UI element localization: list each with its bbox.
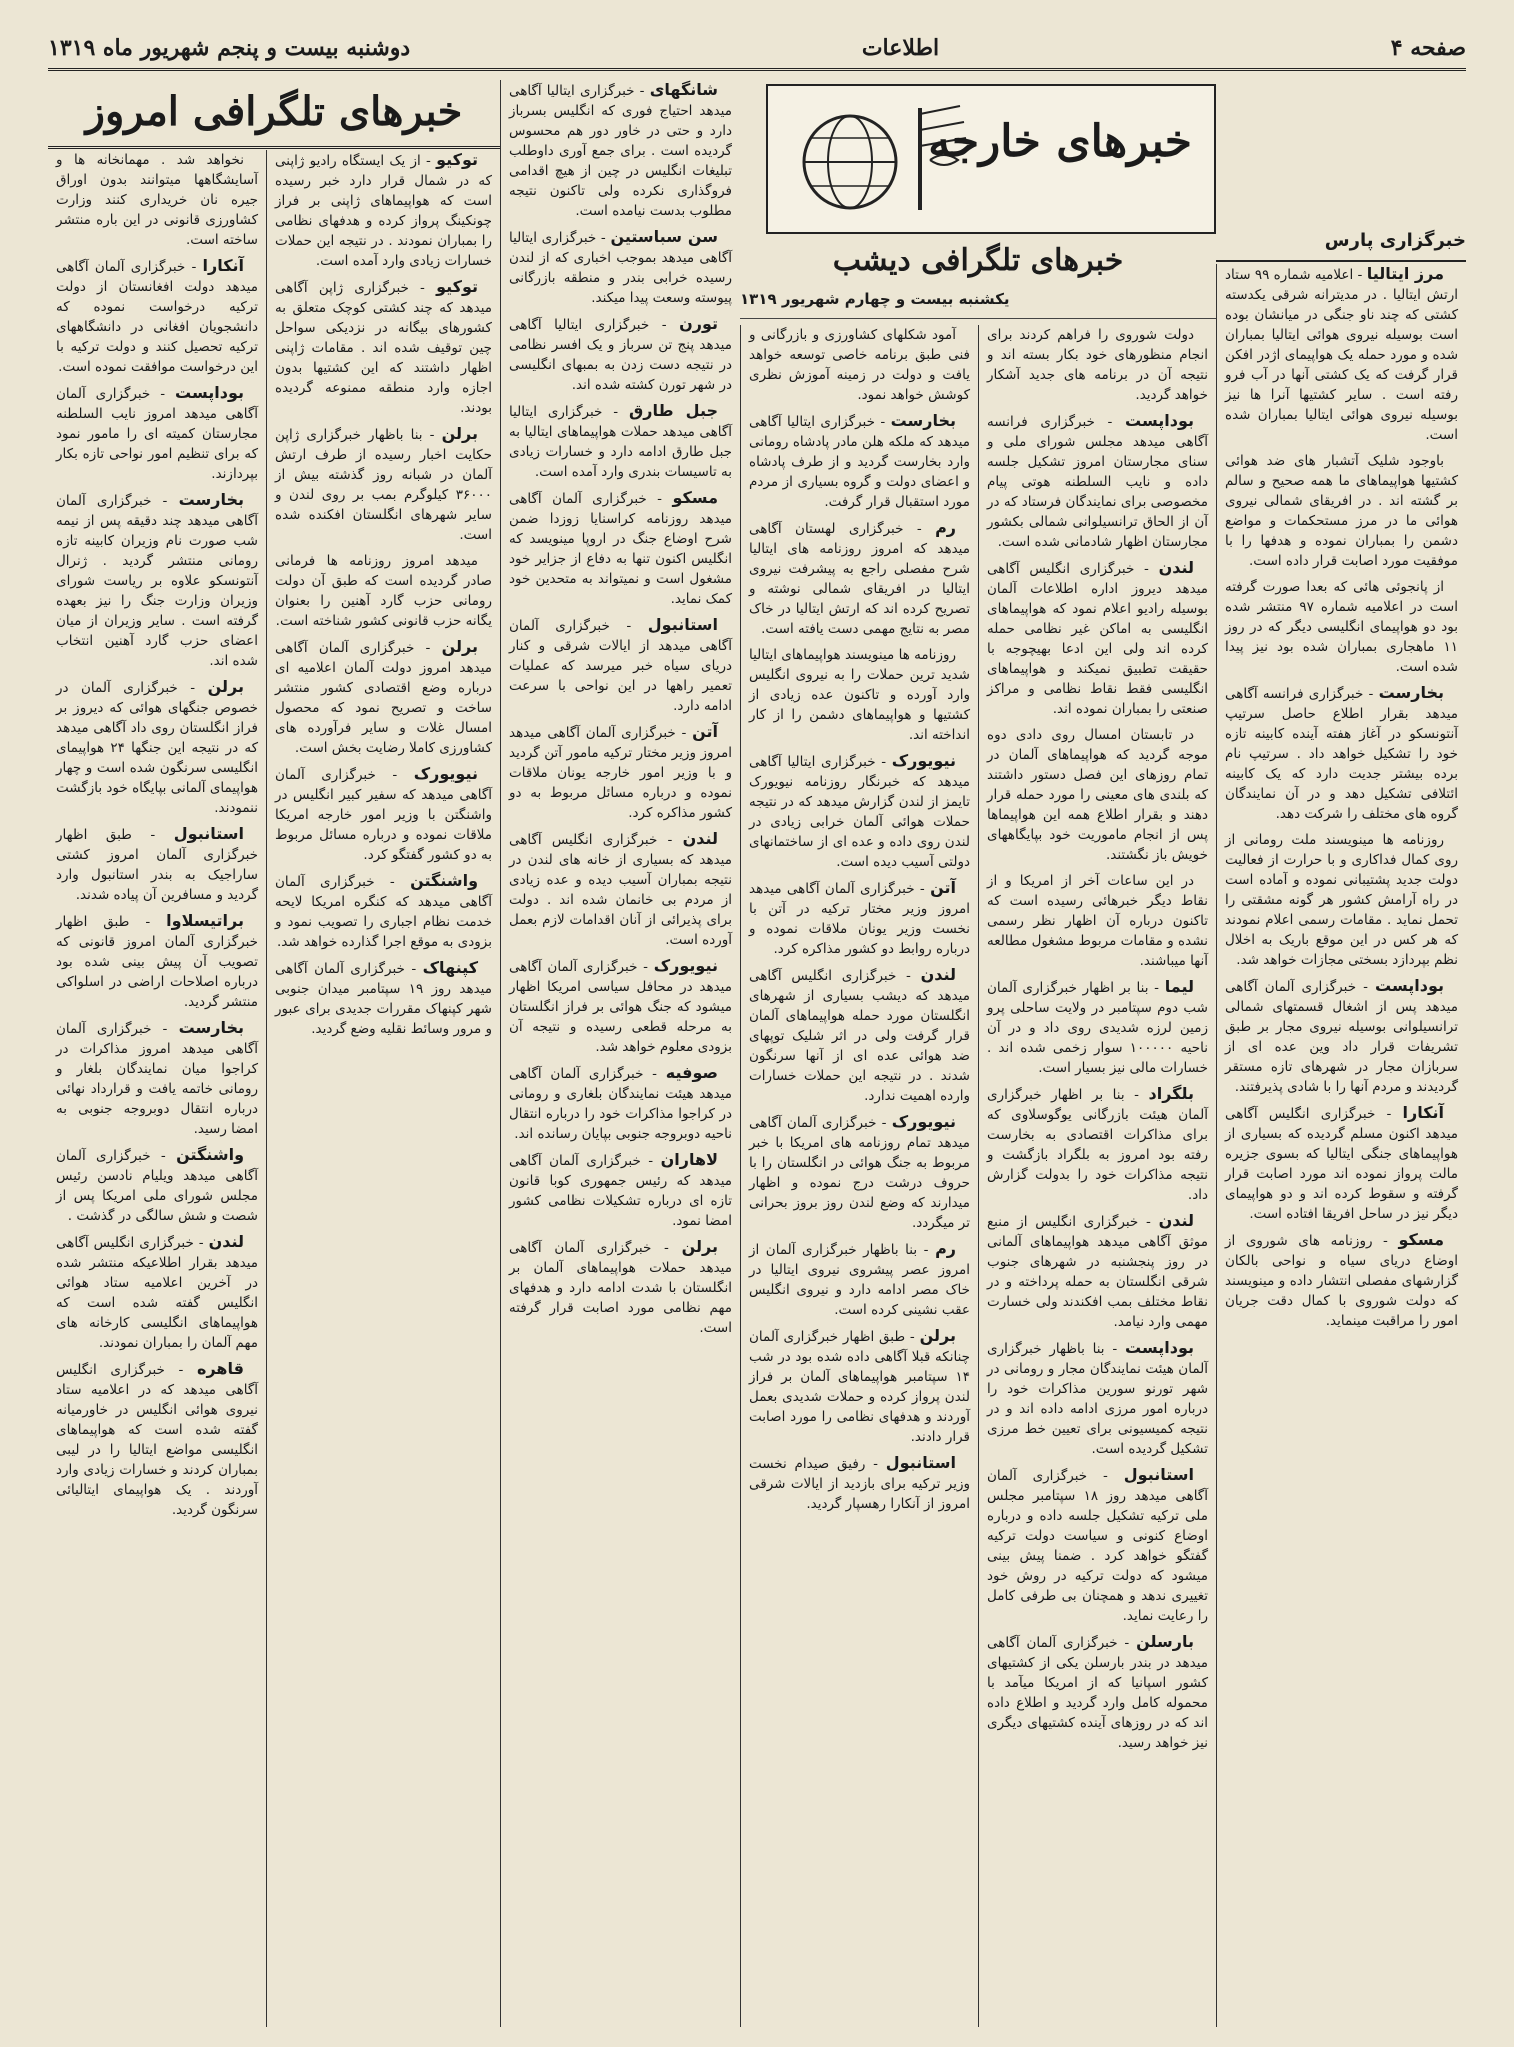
dateline-city: واشنگتن (176, 1145, 245, 1164)
news-text: - خبرگزاری آلمان آگاهی میدهد هیئت نمایندگان بلغاری و رومانی در کراجوا مذاکرات خود را درباره انتقال ناحیه دوبروجه جنوبی بپایان رسانده اند. (509, 1066, 732, 1142)
news-text: روزنامه ها مینویسند ملت رومانی از روی کمال فداکاری و با حرارت از فعالیت دولت جدید پشتیبانی نموده و آماده است در راه آرامش کشور هر گونه مشقتی را تحمل نماید . مقامات رسمی اعلام نمودند که هر کس در این موقع باریک به اخلال نظم بپردازد بسختی مجازات خواهد شد. (1225, 832, 1458, 968)
news-item (987, 977, 1208, 1078)
news-text: - خبرگزاری آلمان آگاهی میدهد که سفیر کبیر انگلیس در واشنگتن با وزیر امور خارجه امریکا ملاقات نموده و درباره مسائل مربوط به دو کشور گفتگو کرد. (275, 767, 492, 863)
dateline-city: نیویورک (653, 956, 718, 975)
dateline-city: نیویورک (891, 1112, 956, 1131)
news-text: - خبرگزاری ایتالیا آگاهی میدهد که خبرنگار روزنامه نیویورک تایمز از لندن گزارش میدهد که در نتیجه حملات هوائی آلمان خرابی زیادی در لندن روی داده و عده ای از ساختمانهای دولتی آسیب دیده است. (749, 754, 970, 870)
news-item (275, 958, 492, 1039)
news-item (749, 1239, 970, 1320)
news-item (509, 80, 732, 221)
news-text: - بنا بر اظهار خبرگزاری آلمان شب دوم سپتامبر در ولایت ساحلی پرو زمین لرزه شدیدی روی داد و در آن ناحیه ۱۰۰۰۰۰ سوار زخمی شده اند . خسارات مالی نیز بسیار است. (987, 980, 1208, 1076)
news-text: - خبرگزاری ایتالیا آگاهی میدهد حملات هواپیماهای ایتالیا به جبل طارق ادامه دارد و خسارات زیادی به تاسیسات بندری وارد آمده است. (509, 404, 732, 480)
news-text: - خبرگزاری آلمان آگاهی میدهد چند دقیقه پس از نیمه شب صورت نام وزیران کابینه تازه رومانی منتشر گردید . ژنرال آنتونسکو علاوه بر ریاست شورای وزیران وزارت جنگ را نیز بعهده گرفته است . سایر وزیران از میان اعضای حزب گارد آهنین انتخاب شده اند. (56, 493, 258, 669)
column-5 (266, 150, 500, 2027)
dateline-city: بارسلن (1136, 1632, 1194, 1651)
news-item (56, 824, 258, 905)
news-item (987, 1084, 1208, 1205)
news-text: - خبرگزاری انگلیس آگاهی میدهد اکنون مسلم گردیده که بسیاری از هواپیماهای جنگی ایتالیا که بسوی جزیره مالت پرواز نموده اند مورد اصابت قرار گرفته و سقوط کرده اند و دو هواپیمای دیگر نیز در ساحل افریقا افتاده است. (1225, 1106, 1458, 1222)
dateline-city: مرز ایتالیا (1366, 264, 1444, 283)
dateline-city: استانبول (1123, 1465, 1194, 1484)
news-item (56, 911, 258, 1012)
dateline-city: توکیو (436, 150, 478, 169)
news-text: - خبرگزاری آلمان آگاهی میدهد تمام روزنامه های امریکا با خبر مربوط به جنگ هوائی در انگلستان را با حروف درشت درج نموده و اظهار میدارند که وضع لندن روز بروز بحرانی تر میگردد. (749, 1115, 970, 1231)
news-item (56, 677, 258, 818)
dateline-city: لیما (1164, 977, 1195, 996)
news-item (275, 424, 492, 545)
news-text: - خبرگزاری انگلیس آگاهی میدهد که در اعلامیه ستاد نیروی هوائی انگلیس در خاورمیانه گفته شده است که هواپیماهای انگلیسی مواضع ایتالیا را در لیبی بمباران کردند و خسارات زیادی وارد آوردند . یک هواپیمای ایتالیائی سرنگون گردید. (56, 1362, 258, 1518)
news-item (509, 1150, 732, 1231)
news-text: - خبرگزاری آلمان آگاهی میدهد ویلیام نادسن رئیس مجلس شورای ملی امریکا پس از شصت و شش سالگی در گذشت . (56, 1148, 258, 1224)
news-item (749, 518, 970, 639)
dateline-city: استانبول (885, 1453, 956, 1472)
news-text: روزنامه ها مینویسند هواپیماهای ایتالیا شدید ترین حملات را به نیروی انگلیس وارد آورده و تاکنون عده زیادی از کشتیها و هواپیماهای دشمن را از کار انداخته اند. (749, 647, 970, 743)
dateline-city: مسکو (1398, 1230, 1444, 1249)
news-item (275, 277, 492, 418)
news-text: - بنا باظهار خبرگزاری ژاپن حکایت اخبار رسیده از طرف ارتش آلمان در شبانه روز گذشته بیش از ۳۶۰۰۰ کیلوگرم بمب بر روی لندن و سایر شهرهای انگلستان افکنده شده است. (275, 427, 492, 543)
news-item (987, 1338, 1208, 1459)
news-item (56, 150, 258, 250)
news-item (56, 383, 258, 484)
news-text: - خبرگزاری فرانسه آگاهی میدهد مجلس شورای ملی و سنای مجارستان امروز تشکیل جلسه داده و نایب السلطنه هوتی پیام مخصوصی برای نمایندگان فرستاد که در آن از الحاق ترانسیلوانی شمالی بکشور مجارستان اظهار شادمانی شده است. (987, 414, 1208, 550)
dateline-city: براتیسلاوا (166, 911, 244, 930)
news-text: از پانجوئی هائی که بعدا صورت گرفته است در اعلامیه شماره ۹۷ منتشر شده بود دو هواپیمای انگلیسی دیگر که در روز ۱۱ ماهجاری بمباران شده بود نیز پیدا شده است. (1225, 579, 1458, 675)
news-item (275, 871, 492, 952)
dateline-city: واشنگتن (410, 871, 479, 890)
news-text: - خبرگزاری آلمان آگاهی میدهد در بندر بارسلن یکی از کشتیهای کشور اسپانیا که از امریکا میآمد با محموله کامل وارد گردید و اطلاع داده اند که در روزهای آینده کشتیهای دیگری نیز خواهد رسید. (987, 1635, 1208, 1751)
news-text: - خبرگزاری لهستان آگاهی میدهد که امروز روزنامه های ایتالیا شرح مفصلی راجع به پیشرفت نیروی ایتالیا در افریقای شمالی نوشته و تصریح کرده اند که ارتش ایتالیا در خاک مصر به نتایج مهمی دست یافته است. (749, 521, 970, 637)
news-text: - خبرگزاری انگلیس آگاهی میدهد بقرار اطلاعیکه منتشر شده در آخرین اعلامیه ستاد هوائی انگلیس گفته شده است که هواپیماهای انگلیسی کارخانه های مهم آلمان را بمباران نمودند. (56, 1235, 258, 1351)
news-text: نخواهد شد . مهمانخانه ها و آسایشگاهها میتوانند بدون اوراق جیره نان خریداری کنند وزارت کشاورزی قانونی در این باره منتشر ساخته است. (56, 152, 258, 248)
dateline-mid: یکشنبه بیست و چهارم شهریور ۱۳۱۹ (740, 290, 1216, 319)
dateline-city: برلن (441, 424, 478, 443)
dateline-city: توکیو (436, 277, 478, 296)
news-item (1225, 830, 1458, 970)
news-item (56, 1145, 258, 1226)
agency-head: خبرگزاری پارس (1216, 230, 1466, 262)
news-item (56, 490, 258, 671)
dateline-city: بوداپست (175, 383, 245, 402)
news-text: باوجود شلیک آتشبار های ضد هوائی کشتیها هواپیماهای ما همه صحیح و سالم بر گشته اند . در افریقای شمالی نیروی هوائی ما در مرز مستحکمات و مواضع دشمن را بمباران نموده و هدفها را با موفقیت مورد اصابت قرار داده است. (1225, 453, 1458, 569)
dateline-city: لندن (208, 1232, 244, 1251)
dateline-city: صوفیه (665, 1063, 718, 1082)
dateline-city: جبل طارق (628, 401, 718, 420)
news-item (509, 401, 732, 482)
news-item (509, 829, 732, 950)
news-item (56, 1018, 258, 1139)
news-item (509, 722, 732, 823)
news-item (1225, 1103, 1458, 1224)
news-text: - خبرگزاری فرانسه آگاهی میدهد بقرار اطلاع حاصل سرتیپ آنتونسکو در آغاز هفته آینده کابینه تازه خود را تشکیل خواهد داد . سرتیپ نام برده بیشتر جدیت دارد که یک کابینه ائتلافی تشکیل دهد و در آن نمایندگان گروه های مختلف را شرکت دهد. (1225, 686, 1458, 822)
dateline-city: برلن (441, 637, 478, 656)
page-label: صفحه ۴ (1390, 35, 1466, 61)
news-item (987, 1632, 1208, 1753)
news-item (749, 411, 970, 512)
dateline-city: بلگراد (1148, 1084, 1194, 1103)
news-text: - از یک ایستگاه رادیو ژاپنی که در شمال قرار دارد خبر رسیده است که هواپیماهای ژاپنی بر فراز چونکینگ پرواز کرده و هدفهای نظامی را بمباران نمودند . در نتیجه این حملات خسارات زیادی وارد آمده است. (275, 153, 492, 269)
news-item (509, 615, 732, 716)
news-item (749, 645, 970, 745)
dateline-city: بوداپست (1125, 411, 1194, 430)
news-text: - رفیق صیدام نخست وزیر ترکیه برای بازدید از ایالات شرقی امروز از آنکارا رهسپار گردید. (749, 1456, 970, 1512)
news-text: - خبرگزاری آلمان در خصوص جنگهای هوائی که دیروز بر فراز انگلستان روی داد آگاهی میدهد که در نتیجه این جنگها ۲۴ هواپیمای انگلیسی سرنگون شده است و چهار هواپیمای آلمانی بپایگاه خود بازگشت ننمودند. (56, 680, 258, 816)
dateline-city: برلن (207, 677, 244, 696)
dateline-city: لاهاران (660, 1150, 718, 1169)
news-text: - خبرگزاری ایتالیا آگاهی میدهد احتیاج فوری که انگلیس بسرباز دارد و حتی در خاور دور هم محسوس گردیده است . برای جمع آوری داوطلب تبلیغات انگلیس در چین از هیچ اقدامی فروگذاری نکرده ولی تاکنون نتیجه مطلوب بدست نیامده است. (509, 83, 732, 219)
news-item (56, 1359, 258, 1520)
news-text: - خبرگزاری آلمان آگاهی میدهد که کنگره امریکا لایحه خدمت نظام اجباری را تصویب نمود و بزودی به موقع اجرا گذارده خواهد شد. (275, 874, 492, 950)
news-text: - خبرگزاری ایتالیا آگاهی میدهد بموجب اخباری که از لندن رسیده خرابی بندر و منطقه بازرگانی پیوسته وسعت پیدا میکند. (509, 230, 732, 306)
news-item (749, 1112, 970, 1233)
news-text: - خبرگزاری انگلیس آگاهی میدهد دیروز اداره اطلاعات آلمان بوسیله رادیو اعلام نمود که هواپیماهای انگلیسی به اماکن غیر نظامی حمله کرده اند ولی این ادعا بهیچوجه با حقیقت تطبیق نمیکند و هواپیماهای انگلیسی فقط نقاط نظامی و مراکز صنعتی را بمباران نموده اند. (987, 561, 1208, 717)
news-item (1225, 451, 1458, 571)
news-item (509, 488, 732, 609)
dateline-city: شانگهای (649, 80, 719, 99)
news-text: در تابستان امسال روی دادی دوه موجه گردید که هواپیماهای آلمان در تمام روزهای این فصل دستور داشتند که بلندی های معینی را مورد حمله قرار دهند و بقرار اطلاع همه این هواپیماها پس از انجام ماموریت خود بپایگاههای خویش باز نگشتند. (987, 727, 1208, 863)
column-2 (978, 325, 1216, 2027)
dateline-city: نیویورک (891, 751, 956, 770)
news-item (987, 1465, 1208, 1626)
dateline-city: آنکارا (202, 256, 244, 275)
dateline-city: سن سباستین (610, 227, 718, 246)
news-item (987, 558, 1208, 719)
column-4 (500, 80, 740, 2027)
paper-name: اطلاعات (861, 35, 940, 61)
dateline-city: قاهره (197, 1359, 244, 1378)
dateline-city: رم (935, 1239, 956, 1258)
news-item (749, 1326, 970, 1447)
news-item (1225, 976, 1458, 1097)
news-text: در این ساعات آخر از امریکا و از نقاط دیگر خبرهائی رسیده است که تاکنون درباره آن اظهار نظر رسمی نشده و مقامات مربوط مشغول مطالعه آنها میباشند. (987, 873, 1208, 969)
news-item (1225, 1230, 1458, 1331)
news-text: - خبرگزاری آلمان آگاهی میدهد دولت افغانستان از دولت ترکیه درخواست نموده که دانشجویان افغانی در دانشگاههای ترکیه تحصیل کنند و دولت ترکیه با این درخواست موافقت نموده است. (56, 259, 258, 375)
news-text: - خبرگزاری آلمان آگاهی میدهد امروز مذاکرات در کراجوا میان نمایندگان بلغار و رومانی خاتمه یافت و قرارداد نهائی درباره انتقال دوبروجه جنوبی به امضا رسید. (56, 1021, 258, 1137)
news-text: - طبق اظهار خبرگزاری آلمان امروز قانونی که تصویب آن پیش بینی شده بود درباره اصلاحات اراضی در اسلواکی منتشر گردید. (56, 914, 258, 1010)
news-text: - روزنامه های شوروی از اوضاع دریای سیاه و نواحی بالکان گزارشهای مفصلی انتشار داده و مینویسند که دولت شوروی با کمال دقت جریان امور را مراقبت مینماید. (1225, 1233, 1458, 1329)
headline-main: خبرهای تلگرافی دیشب (832, 243, 1124, 278)
dateline-city: آتن (692, 722, 718, 741)
dateline-city: بوداپست (1375, 976, 1444, 995)
news-item (987, 1211, 1208, 1332)
dateline-city: تورن (679, 314, 718, 333)
dateline-city: لندن (682, 829, 718, 848)
banner-title: خبرهای خارجه (928, 116, 1192, 167)
news-text: - خبرگزاری آلمان آگاهی میدهد از ایالات شرقی و کنار دریای سیاه خبر میرسد که عملیات تعمیر راهها در این نواحی با سرعت ادامه دارد. (509, 618, 732, 714)
news-text: آمود شکلهای کشاورزی و بازرگانی و فنی طبق برنامه خاصی توسعه خواهد یافت و دولت در زمینه آموزش نظری کوشش خواهد نمود. (749, 327, 970, 403)
news-item (987, 325, 1208, 405)
news-text: - خبرگزاری آلمان آگاهی میدهد که رئیس جمهوری کوبا قانون تازه ای درباره تشکیلات نظامی کشور امضا نمود. (509, 1153, 732, 1229)
news-text: - خبرگزاری ایتالیا آگاهی میدهد پنج تن سرباز و یک افسر نظامی در نتیجه دست زدن به بمبهای انگلیسی در شهر تورن کشته شده اند. (509, 317, 732, 393)
news-text: - طبق اظهار خبرگزاری آلمان امروز کشتی ساراجیک به بندر استانبول وارد گردید و مسافرین آن پیاده شدند. (56, 827, 258, 903)
dateline-city: بخارست (178, 490, 244, 509)
dateline-city: بخارست (890, 411, 957, 430)
news-item (56, 256, 258, 377)
news-text: - بنا بر اظهار خبرگزاری آلمان هیئت بازرگانی یوگوسلاوی که برای مذاکرات اقتصادی به بخارست رفته بود امروز به بلگراد بازگشت و نتیجه مذاکرات خود را بدولت گزارش داد. (987, 1087, 1208, 1203)
news-text: - خبرگزاری آلمان آگاهی میدهد امروز وزیر مختار ترکیه مامور آتن گردید و با وزیر امور خارجه یونان ملاقات نموده و درباره مسائل مربوط به دو کشور مذاکره کرد. (509, 725, 732, 821)
news-item (1225, 683, 1458, 824)
dateline-city: بوداپست (1125, 1338, 1194, 1357)
news-item (987, 411, 1208, 552)
news-text: - خبرگزاری انگلیس آگاهی میدهد که بسیاری از خانه های لندن در نتیجه بمباران آسیب دیده و عده زیادی از مردم بی خانمان شده اند . دولت برای پذیرائی از آنان اقدامات لازم بعمل آورده است. (509, 832, 732, 948)
news-text: - خبرگزاری آلمان آگاهی میدهد امروز دولت آلمان اعلامیه ای درباره وضع اقتصادی کشور منتشر ساخت و تصریح نمود که محصول امسال غلات و سایر فرآورده های کشاورزی کاملا رضایت بخش است. (275, 640, 492, 756)
news-item (509, 1063, 732, 1144)
news-text: - خبرگزاری آلمان آگاهی میدهد روزنامه کراسنایا زوزدا ضمن شرح اوضاع جنگ در اروپا مینویسد که انگلیس اکنون تنها به دفاع از جزایر خود مشغول است و نمیتواند به متحدین خود کمک نماید. (509, 491, 732, 607)
dateline-city: آنکارا (1402, 1103, 1444, 1122)
news-text: - خبرگزاری انگلیس آگاهی میدهد که دیشب بسیاری از شهرهای انگلستان مورد حمله هواپیماهای آلمان قرار گرفت ولی در اثر شلیک توپهای ضد هوائی عده ای از آنها سرنگون شدند . در نتیجه این حملات خسارات وارده اهمیت ندارد. (749, 968, 970, 1104)
dateline-city: لندن (1158, 558, 1194, 577)
dateline-city: برلن (681, 1237, 718, 1256)
column-3 (740, 325, 978, 2027)
news-item (1225, 264, 1458, 445)
news-text: - خبرگزاری ژاپن آگاهی میدهد که چند کشتی کوچک متعلق به کشورهای بیگانه در نزدیکی سواحل چین توقیف شده اند . مقامات ژاپنی اظهار داشتند که این کشتیها بدون اجازه وارد منطقه ممنوعه گردیده بودند. (275, 280, 492, 416)
news-text: - بنا باظهار خبرگزاری آلمان هیئت نمایندگان مجار و رومانی در شهر تورنو سورین مذاکرات خود را درباره امور مرزی ادامه داده اند و در نتیجه کمیسیونی برای تعیین خط مرزی تشکیل گردیده است. (987, 1341, 1208, 1457)
news-item (275, 764, 492, 865)
news-item (275, 150, 492, 271)
dateline-city: بخارست (1378, 683, 1444, 702)
news-text: - خبرگزاری آلمان آگاهی میدهد در محافل سیاسی امریکا اظهار میشود که جنگ هوائی بر فراز انگلستان به مرحله قطعی رسیده و نتیجه آن بزودی معلوم خواهد شد. (509, 959, 732, 1055)
news-item (509, 1237, 732, 1338)
news-text: - خبرگزاری آلمان آگاهی میدهد حملات هواپیماهای آلمان بر انگلستان با شدت ادامه دارد و هدفهای مهم نظامی مورد اصابت قرار گرفته است. (509, 1240, 732, 1336)
news-item (749, 878, 970, 959)
dateline-city: بخارست (178, 1018, 244, 1037)
dateline-city: استانبول (647, 615, 718, 634)
news-text: میدهد امروز روزنامه ها فرمانی صادر گردیده است که طبق آن دولت رومانی حزب گارد آهنین را بعنوان یگانه حزب قانونی کشور شناخته است. (275, 553, 492, 629)
news-item (1225, 577, 1458, 677)
dateline-city: لندن (920, 965, 956, 984)
headline-left: خبرهای تلگرافی امروز (48, 82, 500, 149)
news-item (749, 1453, 970, 1514)
running-head (48, 28, 1466, 71)
dateline-city: نیویورک (413, 764, 478, 783)
news-item (987, 871, 1208, 971)
dateline-city: برلن (919, 1326, 956, 1345)
news-text: - خبرگزاری آلمان آگاهی میدهد امروز وزیر مختار ترکیه در آتن با نخست وزیر یونان ملاقات نموده و درباره روابط دو کشور مذاکره کرد. (749, 881, 970, 957)
news-text: - اعلامیه شماره ۹۹ ستاد ارتش ایتالیا . در مدیترانه شرقی یکدسته کشتی که چند ناو جنگی در میانشان بوده است بوسیله نیروی هوائی ایتالیا بمباران شده و مورد حمله یک هواپیمای اژدر افکن قرار گرفت که یک کشتی آنها در آب فرو رفته است . سایر کشتیها آنرا ها نیز بوسیله نیروی هوائی ایتالیا بمباران شده است. (1225, 267, 1458, 443)
news-text: - خبرگزاری ایتالیا آگاهی میدهد که ملکه هلن مادر پادشاه رومانی وارد بخارست گردید و از طرف پادشاه و اعضای دولت و گروه بسیاری از مردم مورد استقبال قرار گرفت. (749, 414, 970, 510)
news-text: دولت شوروی را فراهم کردند برای انجام منظورهای خود بکار بسته اند و نتیجه آن در برنامه های جدید آشکار خواهد گردید. (987, 327, 1208, 403)
dateline-city: مسکو (672, 488, 718, 507)
news-item (275, 637, 492, 758)
news-text: - خبرگزاری آلمان آگاهی میدهد روز ۱۸ سپتامبر مجلس ملی ترکیه تشکیل جلسه داده و درباره اوضاع کنونی و سیاست دولت ترکیه گفتگو خواهد کرد . ضمنا پیش بینی میشود که دولت ترکیه در روش خود تغییری ندهد و همچنان بی طرفی کامل را رعایت نماید. (987, 1468, 1208, 1624)
news-item (749, 965, 970, 1106)
news-text: - خبرگزاری آلمان آگاهی میدهد پس از اشغال قسمتهای شمالی ترانسیلوانی بوسیله نیروی مجار بر طبق تشریفات قرار داد وین عده ای از سربازان مجار در شهرهای تازه مستقر گردیدند و مردم آنها را با شادی پذیرفتند. (1225, 979, 1458, 1095)
dateline-city: آتن (930, 878, 956, 897)
news-item (749, 751, 970, 872)
news-item (987, 725, 1208, 865)
news-item (509, 314, 732, 395)
news-item (275, 551, 492, 631)
dateline-city: لندن (1158, 1211, 1194, 1230)
issue-date: دوشنبه بیست و پنجم شهریور ماه ۱۳۱۹ (48, 35, 411, 61)
dateline-city: رم (935, 518, 957, 537)
news-item (56, 1232, 258, 1353)
news-text: - طبق اظهار خبرگزاری آلمان چنانکه قبلا آگاهی داده شده بود در شب ۱۴ سپتامبر هواپیماهای آلمان بر فراز لندن پرواز کرده و حملات شدیدی بعمل آوردند و هدفهای نظامی را مورد اصابت قرار دادند. (749, 1329, 970, 1445)
column-1 (1216, 264, 1466, 2027)
news-text: - خبرگزاری انگلیس از منبع موثق آگاهی میدهد هواپیماهای آلمانی در روز پنجشنبه در شهرهای جنوب شرقی انگلستان به حمله پرداخته و در نقاط مختلف بمب افکندند ولی خسارت مهمی وارد نیامد. (987, 1214, 1208, 1330)
dateline-city: استانبول (173, 824, 244, 843)
news-text: - خبرگزاری آلمان آگاهی میدهد امروز نایب السلطنه مجارستان کمیته ای را مامور نمود که برای تنظیم امور نواحی تازه بکار بپردازند. (56, 386, 258, 482)
dateline-city: کپنهاک (422, 958, 478, 977)
foreign-news-banner (766, 84, 1216, 234)
column-6 (48, 150, 266, 2027)
news-item (749, 325, 970, 405)
news-text: - بنا باظهار خبرگزاری آلمان از امروز عصر پیشروی نیروی ایتالیا در خاک مصر ادامه دارد و نیروی انگلیس عقب نشینی کرده است. (749, 1242, 970, 1318)
news-item (509, 956, 732, 1057)
news-item (509, 227, 732, 308)
news-text: - خبرگزاری آلمان آگاهی میدهد روز ۱۹ سپتامبر میدان جنوبی شهر کپنهاک مقررات جدیدی برای عبور و مرور وسائط نقلیه وضع گردید. (275, 961, 492, 1037)
